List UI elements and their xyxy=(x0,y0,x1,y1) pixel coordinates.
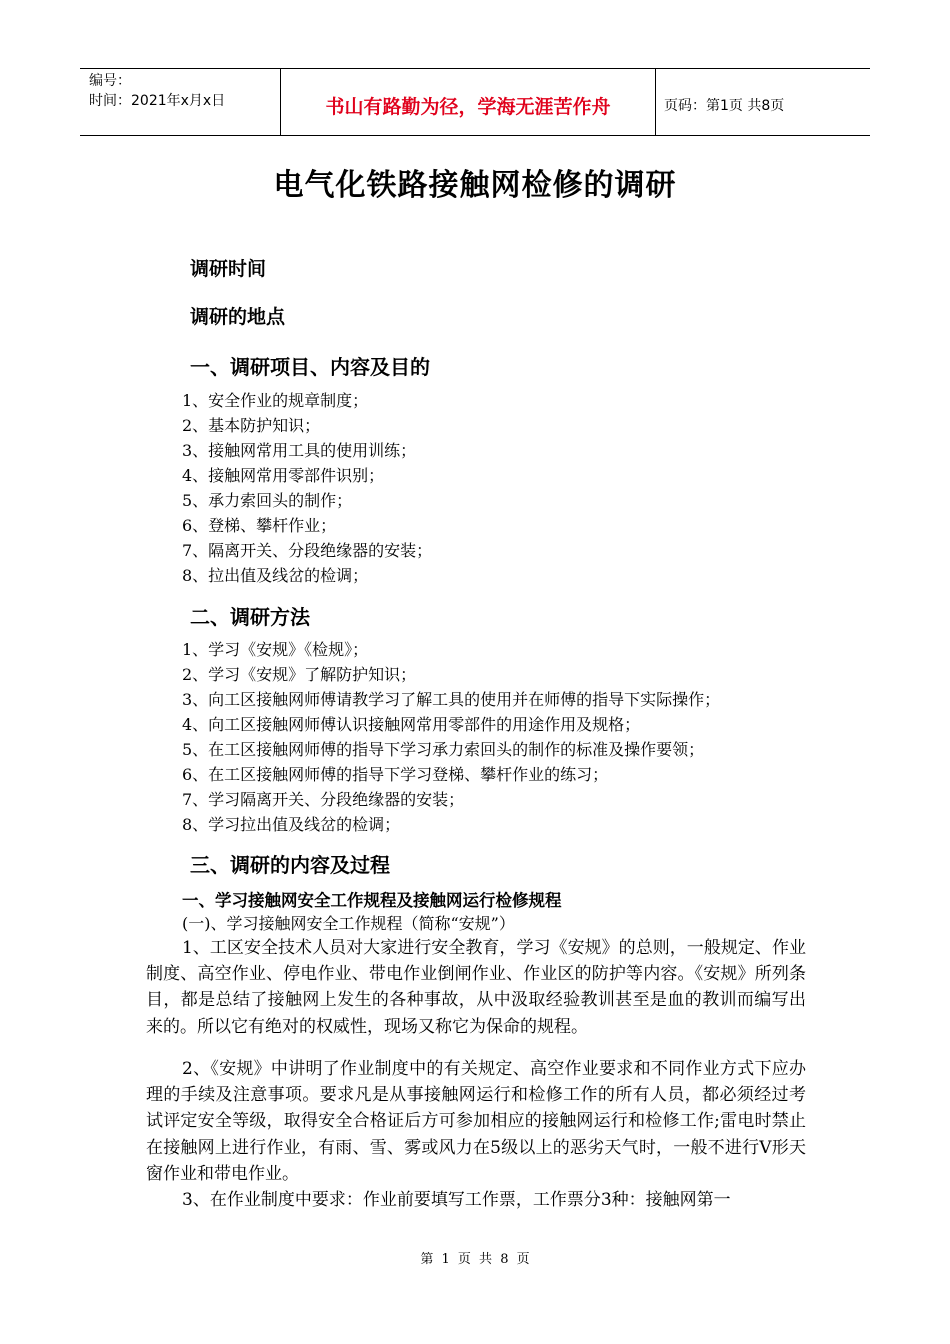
section3-subheading: 一、学习接触网安全工作规程及接触网运行检修规程 xyxy=(182,891,562,910)
section3-subsubheading: (一)、学习接触网安全工作规程（简称“安规”） xyxy=(182,914,515,933)
list-item: 3、接触网常用工具的使用训练； xyxy=(182,441,417,460)
header-number-label: 编号： xyxy=(89,73,131,89)
page-footer: 第 1 页 共 8 页 xyxy=(420,1252,530,1267)
research-place-heading: 调研的地点 xyxy=(190,306,286,328)
header-meta xyxy=(80,69,281,135)
header-time-label: 时间：2021年x月x日 xyxy=(89,93,226,109)
section2-list xyxy=(182,637,720,837)
list-item: 3、向工区接触网师傅请教学习了解工具的使用并在师傅的指导下实际操作； xyxy=(182,690,721,709)
section1-heading: 一、调研项目、内容及目的 xyxy=(190,355,430,379)
list-item: 4、接触网常用零部件识别； xyxy=(182,466,385,485)
paragraph: 1、工区安全技术人员对大家进行安全教育，学习《安规》的总则，一般规定、作业制度、高空作业、停电作业、带电作业倒闸作业、作业区的防护等内容。《安规》所列条目，都是总结了接触网上发生的各种事故，从中汲取经验教训甚至是血的教训而编写出来的。所以它有绝对的权威性，现场又称它为保命的规程。 xyxy=(146,938,806,1037)
section2-heading: 二、调研方法 xyxy=(190,605,310,629)
list-item: 5、承力索回头的制作； xyxy=(182,491,353,510)
paragraph: 2、《安规》中讲明了作业制度中的有关规定、高空作业要求和不同作业方式下应办理的手续及注意事项。要求凡是从事接触网运行和检修工作的所有人员，都必须经过考试评定安全等级，取得安全合格证后方可参加相应的接触网运行和检修工作;雷电时禁止在接触网上进行作业，有雨、雪、雾或风力在5级以上的恶劣天气时，一般不进行V形天窗作业和带电作业。 xyxy=(146,1059,806,1184)
document-title: 电气化铁路接触网检修的调研 xyxy=(273,168,677,203)
list-item: 6、登梯、攀杆作业； xyxy=(182,516,337,535)
list-item: 1、学习《安规》《检规》； xyxy=(182,640,369,659)
list-item: 2、学习《安规》了解防护知识； xyxy=(182,665,417,684)
paragraph: 3、在作业制度中要求：作业前要填写工作票，工作票分3种：接触网第一 xyxy=(182,1190,731,1210)
list-item: 4、向工区接触网师傅认识接触网常用零部件的用途作用及规格； xyxy=(182,715,641,734)
list-item: 2、基本防护知识； xyxy=(182,416,321,435)
list-item: 8、学习拉出值及线岔的检调； xyxy=(182,815,401,834)
list-item: 8、拉出值及线岔的检调； xyxy=(182,566,369,585)
header-motto: 书山有路勤为径，学海无涯苦作舟 xyxy=(281,69,656,135)
header-page-label: 页码：第1页 共8页 xyxy=(664,98,785,114)
list-item: 7、隔离开关、分段绝缘器的安装； xyxy=(182,541,433,560)
list-item: 6、在工区接触网师傅的指导下学习登梯、攀杆作业的练习； xyxy=(182,765,609,784)
section1-list xyxy=(182,388,432,588)
list-item: 5、在工区接触网师傅的指导下学习承力索回头的制作的标准及操作要领； xyxy=(182,740,705,759)
section3-heading: 三、调研的内容及过程 xyxy=(190,853,390,877)
list-item: 7、学习隔离开关、分段绝缘器的安装； xyxy=(182,790,465,809)
page-header xyxy=(80,68,870,136)
list-item: 1、安全作业的规章制度； xyxy=(182,391,369,410)
research-time-heading: 调研时间 xyxy=(190,258,267,280)
